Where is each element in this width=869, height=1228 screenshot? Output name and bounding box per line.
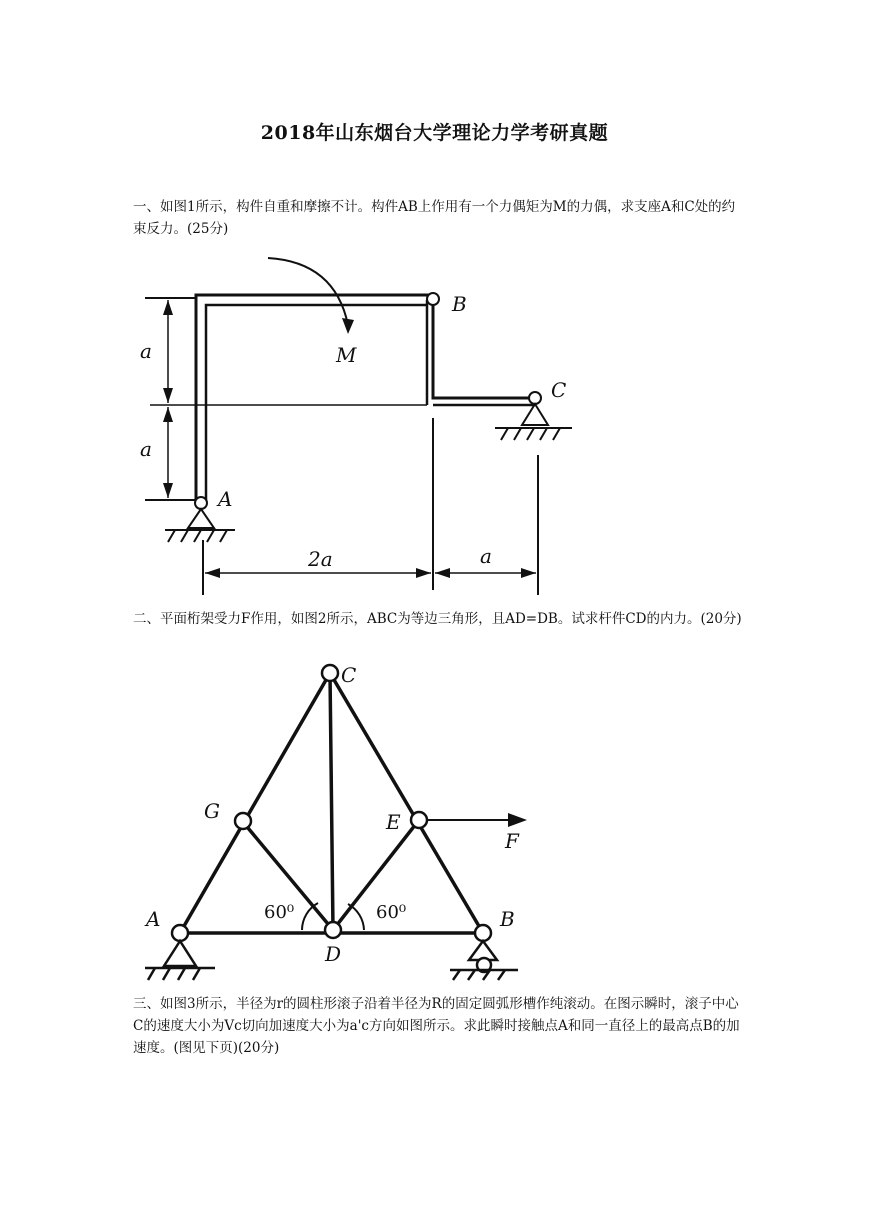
label-d-truss: D [325,942,342,966]
dim-a-top: a [140,339,152,363]
dim-a-bottom: a [140,437,152,461]
label-b-truss: B [500,907,515,931]
support-a-truss [145,941,215,980]
question-1-text: 一、如图1所示，构件自重和摩擦不计。构件AB上作用有一个力偶矩为M的力偶，求支座A和C处的约束反力。(25分) [133,199,736,237]
dim-a-right: a [480,544,492,568]
label-b: B [452,292,467,316]
label-f-force: F [505,829,519,853]
node-g [235,813,251,829]
node-a [172,925,188,941]
label-a: A [218,487,233,511]
question-3-text: 三、如图3所示，半径为r的圆柱形滚子沿着半径为R的固定圆弧形槽作纯滚动。在图示瞬时，滚子中心C的速度大小为Vc切向加速度大小为a'c方向如图所示。求此瞬时接触点A和同一直径上的最高点B的加速度。(图见下页)(20分) [133,996,740,1056]
question-2-text: 二、平面桁架受力F作用，如图2所示，ABC为等边三角形，且AD=DB。试求杆件CD的内力。(20分) [133,611,742,627]
angle-right: 60⁰ [376,902,407,923]
support-b-truss [450,941,518,980]
page-title: 2018年山东烟台大学理论力学考研真题 [260,122,609,144]
label-c: C [551,378,567,402]
label-m: M [336,343,357,367]
label-e-truss: E [386,810,401,834]
label-a-truss: A [146,907,161,931]
node-e [411,812,427,828]
label-g-truss: G [204,799,220,823]
dim-2a: 2a [308,547,333,571]
node-d [325,922,341,938]
node-b [475,925,491,941]
angle-left: 60⁰ [264,902,295,923]
label-c-truss: C [341,663,357,687]
node-c [322,665,338,681]
